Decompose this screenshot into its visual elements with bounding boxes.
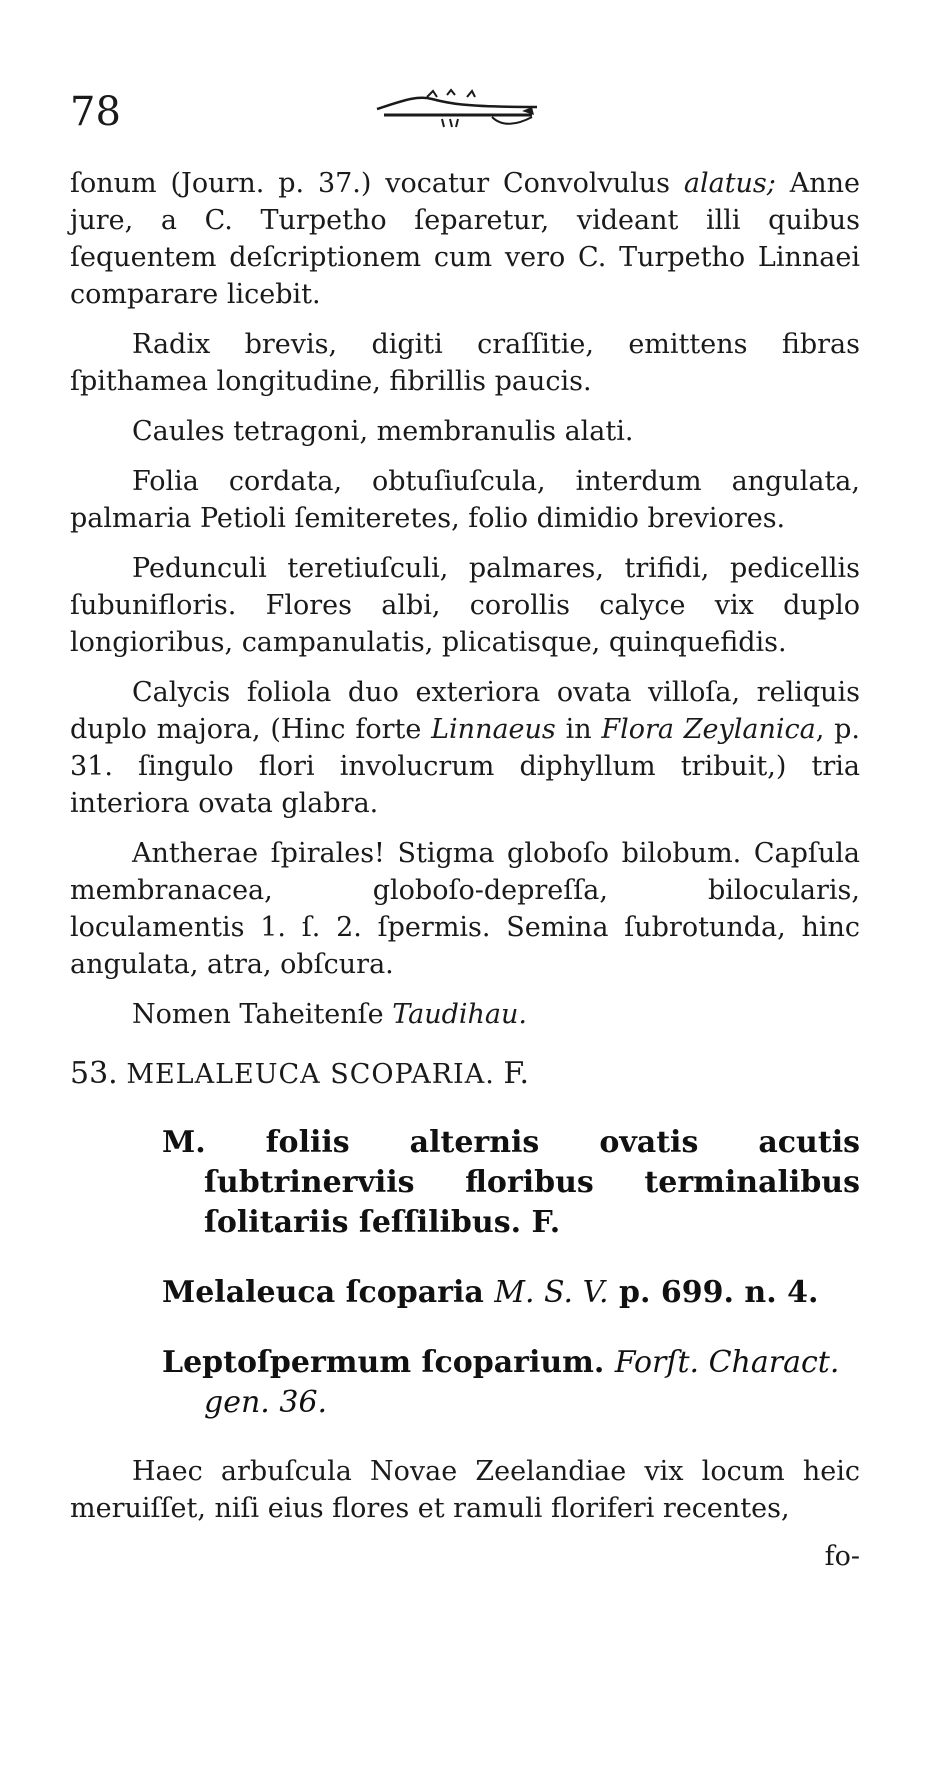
- paragraph-radix: Radix brevis, digiti craſſitie, emittens fibras ſpithamea longitudine, fibrillis paucis.: [70, 329, 860, 397]
- text: Melaleuca ſcoparia: [162, 1275, 495, 1310]
- italic-text: Taudihau.: [392, 999, 527, 1030]
- text: , p. 31. ſingulo flori involucrum diphyllum tribuit,) tria interiora ovata glabra.: [70, 714, 860, 819]
- italic-text: Flora Zeylanica: [601, 714, 816, 745]
- text: in: [555, 714, 602, 745]
- page-header: [70, 89, 860, 152]
- text: p. 699. n. 4.: [608, 1275, 819, 1310]
- text: Anne jure, a C. Turpetho ſeparetur, videant illi quibus ſequentem deſcriptionem cum vero C. Turpetho Linnaei comparare licebit.: [70, 168, 861, 310]
- page-body: [70, 165, 860, 1575]
- italic-text: Linnaeus: [431, 714, 556, 745]
- paragraph-haec: Haec arbuſcula Novae Zeelandiae vix locum heic meruiſſet, niſi eius flores et ramuli floriferi recentes,: [70, 1456, 860, 1524]
- synonym-melaleuca: [162, 1273, 860, 1313]
- text: Nomen Taheitenſe: [132, 999, 393, 1030]
- paragraph-caules: Caules tetragoni, membranulis alati.: [132, 416, 634, 447]
- decorative-rule-ornament-icon: [372, 87, 542, 132]
- text: Leptoſpermum ſcoparium.: [162, 1345, 615, 1380]
- paragraph-antherae: Antherae ſpirales! Stigma globoſo bilobum. Capſula membranacea, globoſo-depreſſa, bilocularis, loculamentis 1. ſ. 2. ſpermis. Semina ſubrotunda, hinc angulata, atra, obſcura.: [70, 838, 860, 980]
- synonym-leptospermum: [162, 1343, 860, 1423]
- italic-text: Forſt. Charact. gen. 36.: [204, 1345, 840, 1420]
- catchword: fo-: [824, 1541, 860, 1572]
- entry-number: 53.: [70, 1056, 118, 1091]
- italic-text: alatus;: [683, 168, 776, 199]
- italic-text: M. S. V.: [494, 1275, 609, 1310]
- diagnosis: M. foliis alternis ovatis acutis ſubtrinerviis floribus terminalibus ſolitariis ſeſſilibus. F.: [162, 1125, 860, 1240]
- paragraph-calycis: [70, 674, 860, 822]
- paragraph-convolvulus: [70, 165, 860, 313]
- paragraph-nomen: [70, 996, 860, 1033]
- paragraph-pedunculi: Pedunculi teretiuſculi, palmares, trifidi, pedicellis ſubunifloris. Flores albi, corollis calyce vix duplo longioribus, campanulatis, plicatisque, quinquefidis.: [70, 553, 860, 658]
- text: Calycis foliola duo exteriora ovata villoſa, reliquis duplo majora, (Hinc forte: [70, 677, 860, 745]
- entry-heading: [70, 1055, 860, 1093]
- text: ſonum (Journ. p. 37.) vocatur Convolvulus: [70, 168, 684, 199]
- page-number: 78: [70, 89, 121, 135]
- entry-suffix: F.: [503, 1056, 530, 1091]
- entry-name: MELALEUCA SCOPARIA.: [126, 1059, 495, 1090]
- paragraph-folia: Folia cordata, obtuſiuſcula, interdum angulata, palmaria Petioli ſemiteretes, folio dimidio breviores.: [70, 466, 860, 534]
